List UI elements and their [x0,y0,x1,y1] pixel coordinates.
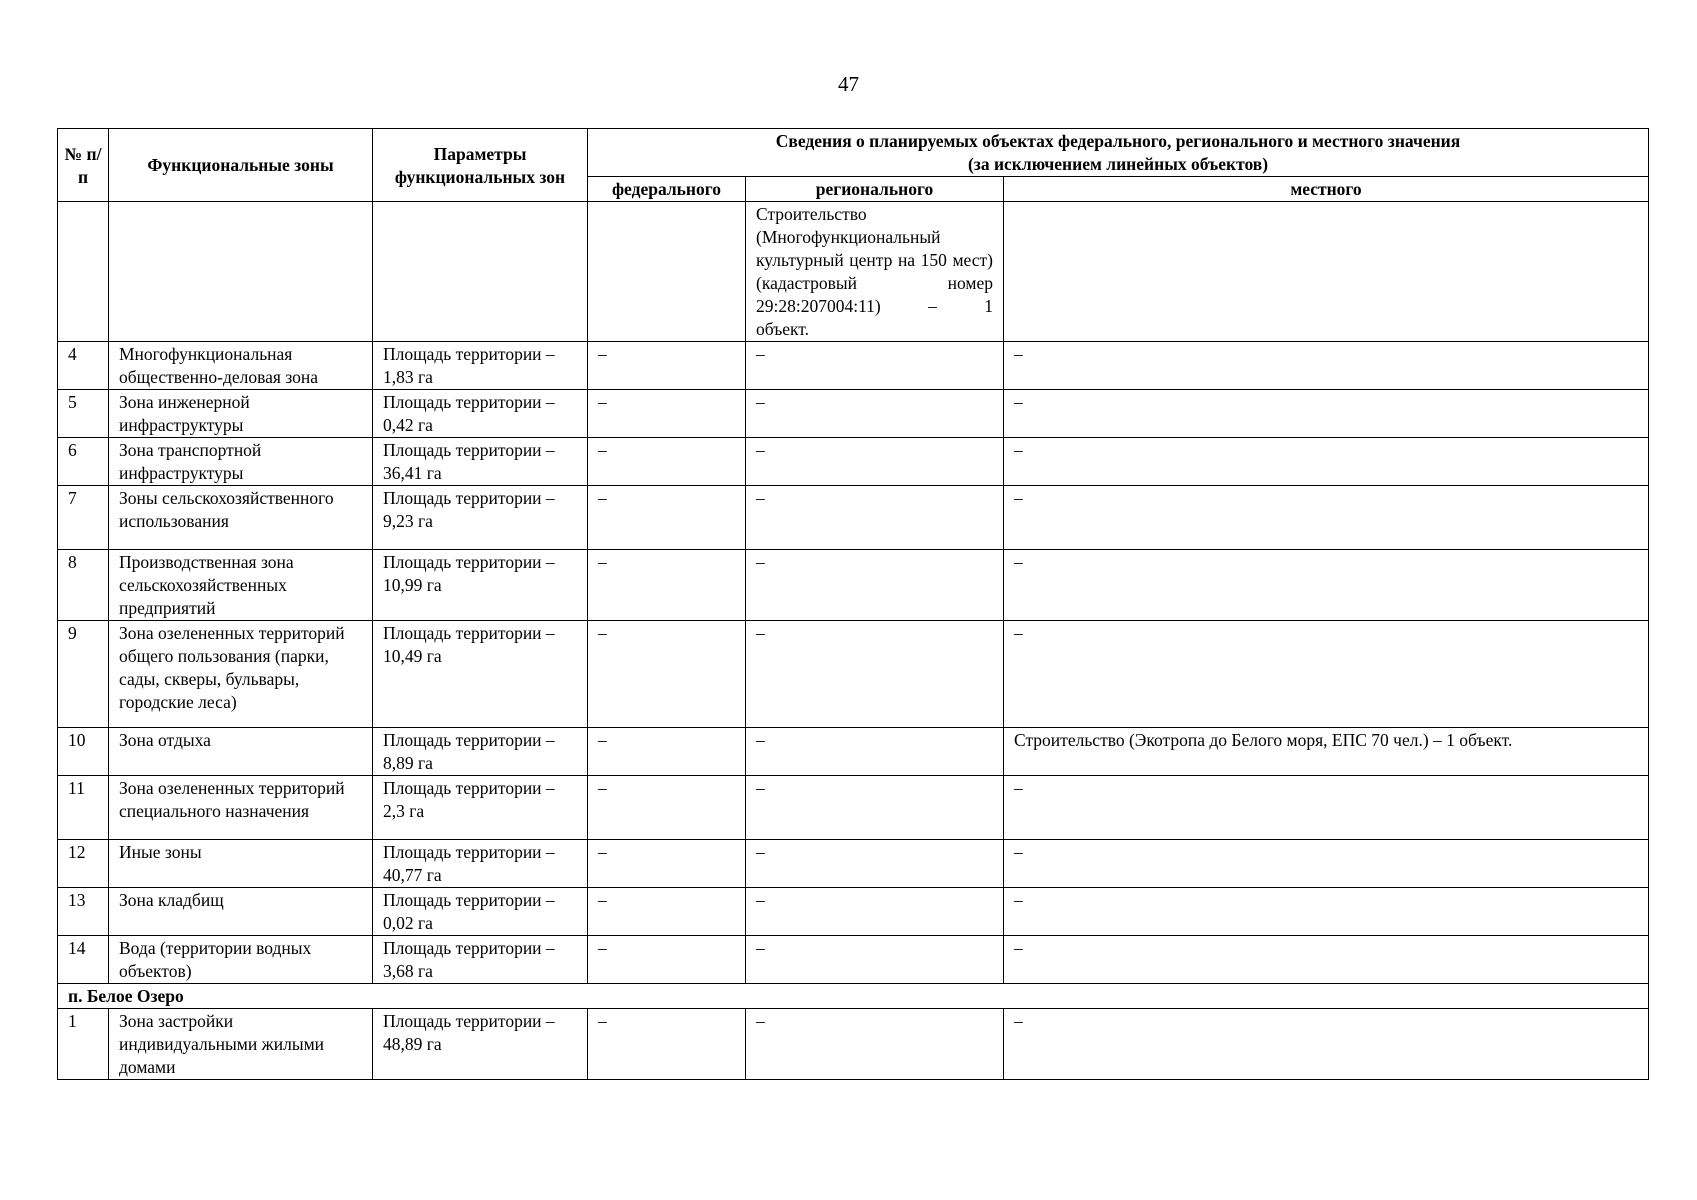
local-objects-cell: – [1004,888,1649,936]
federal-objects-cell: – [588,936,746,984]
row-number-cell: 10 [58,728,109,776]
federal-objects-cell: – [588,486,746,550]
regional-objects-cell: – [746,776,1004,840]
local-objects-cell: – [1004,621,1649,728]
zone-name-cell: Зона кладбищ [109,888,373,936]
local-objects-cell: – [1004,1009,1649,1080]
zone-params-cell: Площадь территории – 10,99 га [373,550,588,621]
row-number-cell: 4 [58,342,109,390]
federal-objects-cell: – [588,550,746,621]
federal-objects-cell: – [588,438,746,486]
federal-objects-cell: – [588,621,746,728]
local-objects-cell: – [1004,776,1649,840]
row-number-cell: 12 [58,840,109,888]
table-row [58,342,1649,390]
row-number-cell: 14 [58,936,109,984]
zone-name-cell: Зона инженерной инфраструктуры [109,390,373,438]
table-row [58,486,1649,550]
header-num: № п/п [58,129,109,202]
federal-objects-cell: – [588,776,746,840]
continuation-row [58,202,1649,342]
zone-name-cell: Производственная зона сельскохозяйственных предприятий [109,550,373,621]
functional-zones-table [57,128,1649,1080]
regional-objects-cell: – [746,390,1004,438]
page-number: 47 [838,72,859,96]
regional-objects-cell: – [746,342,1004,390]
table-row [58,1009,1649,1080]
federal-objects-cell: – [588,390,746,438]
zone-name-cell: Зона застройки индивидуальными жилыми домами [109,1009,373,1080]
section-title: п. Белое Озеро [58,984,1649,1009]
zone-params-cell: Площадь территории – 3,68 га [373,936,588,984]
row-number-cell: 1 [58,1009,109,1080]
table-row [58,936,1649,984]
continuation-regional-cell [746,202,1004,342]
row-number-cell: 5 [58,390,109,438]
regional-objects-cell: – [746,936,1004,984]
local-objects-cell: – [1004,390,1649,438]
header-regional: регионального [746,177,1004,202]
table-row [58,621,1649,728]
zone-name-cell: Зона озелененных территорий общего пользования (парки, сады, скверы, бульвары, городские леса) [109,621,373,728]
federal-objects-cell: – [588,1009,746,1080]
header-zones: Функциональные зоны [109,129,373,202]
header-row-top [58,129,1649,177]
table-body [58,202,1649,1080]
federal-objects-cell: – [588,840,746,888]
row-number-cell: 8 [58,550,109,621]
zone-name-cell: Многофункциональная общественно-деловая зона [109,342,373,390]
zone-name-cell: Зона отдыха [109,728,373,776]
table-row [58,776,1649,840]
continuation-regional-tail: объект. [756,319,810,339]
row-number-cell: 13 [58,888,109,936]
zone-params-cell: Площадь территории – 1,83 га [373,342,588,390]
continuation-regional-text: Строительство (Многофункциональный культурный центр на 150 мест) (кадастровый номер 29:28:207004:11) – 1 [756,204,993,316]
zone-params-cell: Площадь территории – 0,02 га [373,888,588,936]
table-row [58,390,1649,438]
federal-objects-cell: – [588,888,746,936]
row-number-cell: 6 [58,438,109,486]
local-objects-cell: – [1004,438,1649,486]
zone-name-cell: Иные зоны [109,840,373,888]
zone-params-cell: Площадь территории – 9,23 га [373,486,588,550]
header-params: Параметры функциональных зон [373,129,588,202]
local-objects-cell: – [1004,550,1649,621]
zone-name-cell: Зона транспортной инфраструктуры [109,438,373,486]
table-row [58,888,1649,936]
zone-params-cell: Площадь территории – 0,42 га [373,390,588,438]
section-row [58,984,1649,1009]
header-planned-note: (за исключением линейных объектов) [967,154,1269,174]
zone-params-cell: Площадь территории – 48,89 га [373,1009,588,1080]
table-row [58,840,1649,888]
local-objects-cell: – [1004,342,1649,390]
local-objects-cell: – [1004,936,1649,984]
header-planned-title: Сведения о планируемых объектах федерального, регионального и местного значения [775,131,1461,151]
regional-objects-cell: – [746,486,1004,550]
zone-name-cell: Зона озелененных территорий специального назначения [109,776,373,840]
zone-params-cell: Площадь территории – 10,49 га [373,621,588,728]
federal-objects-cell: – [588,728,746,776]
table-row [58,728,1649,776]
zone-params-cell: Площадь территории – 8,89 га [373,728,588,776]
local-objects-cell: – [1004,840,1649,888]
row-number-cell: 9 [58,621,109,728]
row-number-cell: 7 [58,486,109,550]
zone-name-cell: Вода (территории водных объектов) [109,936,373,984]
regional-objects-cell: – [746,550,1004,621]
regional-objects-cell: – [746,840,1004,888]
regional-objects-cell: – [746,1009,1004,1080]
federal-objects-cell: – [588,342,746,390]
header-federal: федерального [588,177,746,202]
regional-objects-cell: – [746,888,1004,936]
table-row [58,550,1649,621]
zone-params-cell: Площадь территории – 2,3 га [373,776,588,840]
regional-objects-cell: – [746,621,1004,728]
header-local: местного [1004,177,1649,202]
zone-params-cell: Площадь территории – 36,41 га [373,438,588,486]
row-number-cell: 11 [58,776,109,840]
local-objects-cell: Строительство (Экотропа до Белого моря, ЕПС 70 чел.) – 1 объект. [1004,728,1649,776]
zone-params-cell: Площадь территории – 40,77 га [373,840,588,888]
header-planned-objects [588,129,1649,177]
regional-objects-cell: – [746,728,1004,776]
table-row [58,438,1649,486]
regional-objects-cell: – [746,438,1004,486]
local-objects-cell: – [1004,486,1649,550]
zone-name-cell: Зоны сельскохозяйственного использования [109,486,373,550]
